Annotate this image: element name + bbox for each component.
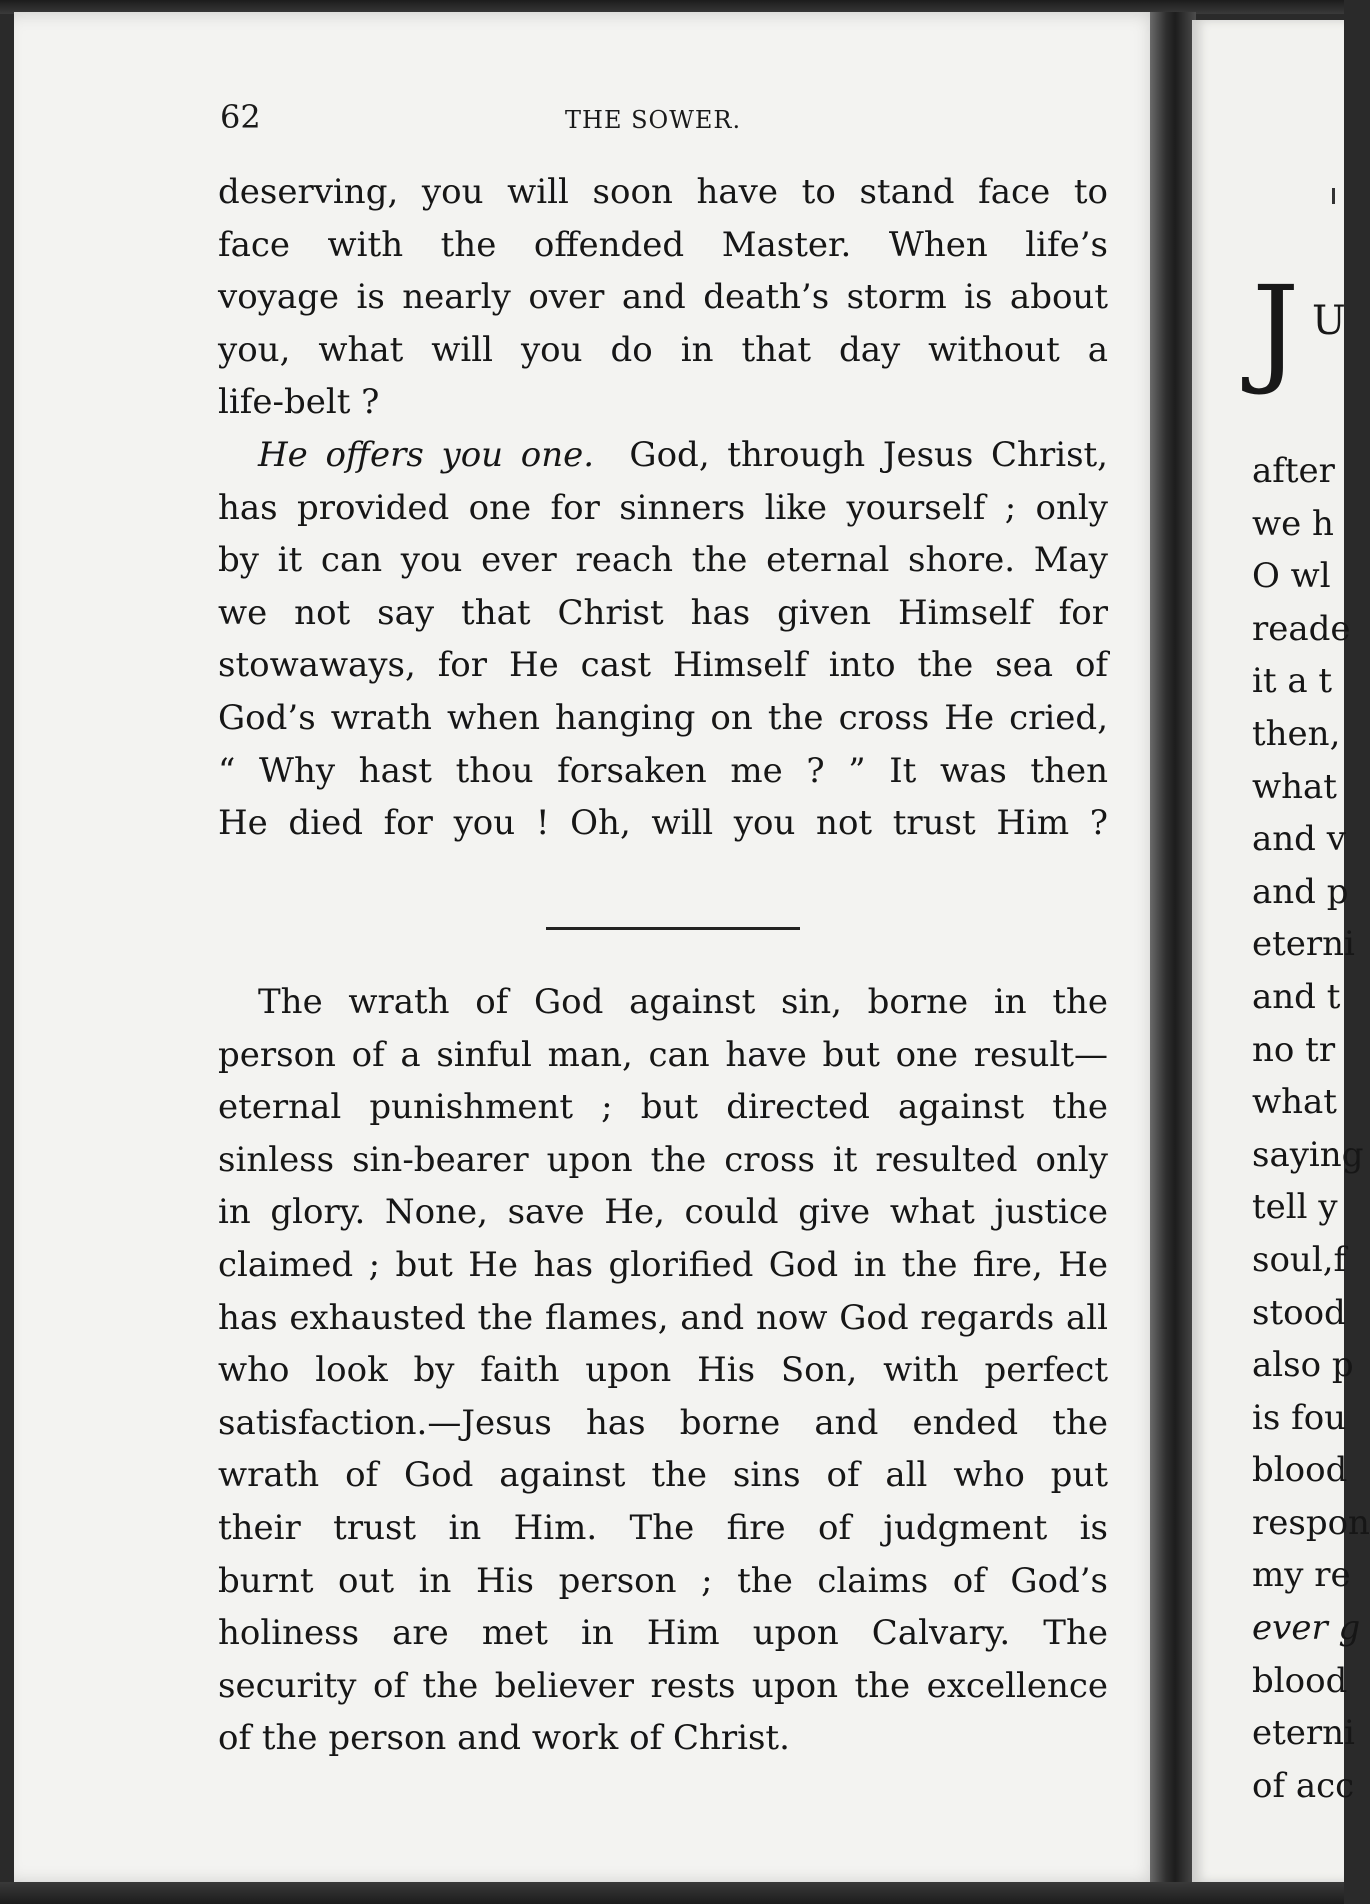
- text-line: “ Why hast thou forsaken me ? ” It was then: [218, 750, 1108, 791]
- text-line: person of a sinful man, can have but one result—: [218, 1034, 1108, 1075]
- text-line: in glory. None, save He, could give what justice: [218, 1192, 1108, 1233]
- text-line: The wrath of God against sin, borne in the: [258, 982, 1108, 1022]
- text-line: tell y: [1252, 1187, 1338, 1228]
- scan-border-bottom: [0, 1882, 1344, 1904]
- text-line: respon: [1252, 1502, 1370, 1543]
- text-line: after: [1252, 451, 1335, 491]
- text-line: eternal punishment ; but directed against the: [218, 1087, 1108, 1128]
- italic-lead: He offers you one.: [258, 435, 595, 475]
- text-line: of the person and work of Christ.: [218, 1718, 790, 1759]
- drop-cap-next-letter: U: [1312, 298, 1346, 344]
- drop-cap: J: [1252, 260, 1300, 398]
- text-line: is fou: [1252, 1397, 1347, 1438]
- text-line: stood: [1252, 1292, 1346, 1333]
- text-line: burnt out in His person ; the claims of God’s: [218, 1560, 1108, 1601]
- text-line: reade: [1252, 608, 1351, 649]
- text-line: life-belt ?: [218, 382, 380, 423]
- text-line: O wl: [1252, 556, 1331, 597]
- text-line: deserving, you will soon have to stand face to: [218, 172, 1108, 212]
- text-line: no tr: [1252, 1029, 1336, 1070]
- text-line: stowaways, for He cast Himself into the sea of: [218, 645, 1108, 686]
- text-line: [218, 429, 1108, 482]
- text-line: what: [1252, 1082, 1337, 1123]
- text-line: holiness are met in Him upon Calvary. The: [218, 1613, 1108, 1654]
- text-line: wrath of God against the sins of all who put: [218, 1455, 1108, 1496]
- text-line: blood: [1252, 1660, 1348, 1701]
- text-line: also p: [1252, 1345, 1354, 1386]
- text-line-rest: God, through Jesus Christ,: [629, 435, 1108, 475]
- text-line: saying: [1252, 1134, 1364, 1175]
- print-mark: [1332, 188, 1335, 204]
- text-line: blood: [1252, 1450, 1348, 1491]
- text-line: eterni: [1252, 1713, 1355, 1754]
- paragraph-2: [218, 429, 1108, 850]
- paragraph-1: [218, 166, 1108, 429]
- text-line: and v: [1252, 819, 1346, 860]
- text-line: sinless sin-bearer upon the cross it resulted only: [218, 1139, 1108, 1180]
- text-line: claimed ; but He has glorified God in the fire, He: [218, 1244, 1108, 1285]
- text-line: we h: [1252, 503, 1334, 544]
- paragraph-3: [218, 976, 1108, 1765]
- section-divider: [546, 927, 800, 930]
- text-line: God’s wrath when hanging on the cross He cried,: [218, 697, 1108, 738]
- running-title: THE SOWER.: [565, 106, 742, 134]
- text-line: ever g: [1252, 1608, 1361, 1649]
- text-line: it a t: [1252, 661, 1333, 702]
- text-line: and p: [1252, 871, 1349, 912]
- text-line: soul,f: [1252, 1239, 1347, 1280]
- text-line: then,: [1252, 713, 1341, 754]
- text-line: has provided one for sinners like yourself ; only: [218, 487, 1108, 528]
- text-line: of acc: [1252, 1765, 1355, 1806]
- text-line: my re: [1252, 1555, 1351, 1596]
- text-line: security of the believer rests upon the excellence: [218, 1665, 1108, 1706]
- text-line: face with the offended Master. When life’s: [218, 224, 1108, 265]
- text-line: their trust in Him. The fire of judgment is: [218, 1507, 1108, 1548]
- text-line: we not say that Christ has given Himself for: [218, 592, 1108, 633]
- text-line: and t: [1252, 976, 1341, 1017]
- text-line: He died for you ! Oh, will you not trust Him ?: [218, 803, 1108, 844]
- text-line: has exhausted the flames, and now God regards all: [218, 1297, 1108, 1338]
- right-page: [1192, 20, 1370, 1882]
- text-line: satisfaction.—Jesus has borne and ended the: [218, 1402, 1108, 1443]
- text-line: you, what will you do in that day without a: [218, 329, 1108, 370]
- page-number: 62: [220, 98, 261, 136]
- text-line: voyage is nearly over and death’s storm is about: [218, 277, 1108, 318]
- text-line: by it can you ever reach the eternal shore. May: [218, 540, 1108, 581]
- text-line: what: [1252, 766, 1337, 807]
- text-line: eterni: [1252, 924, 1355, 965]
- text-line: who look by faith upon His Son, with perfect: [218, 1350, 1108, 1391]
- right-page-text: [1252, 445, 1370, 1812]
- book-gutter: [1150, 12, 1196, 1884]
